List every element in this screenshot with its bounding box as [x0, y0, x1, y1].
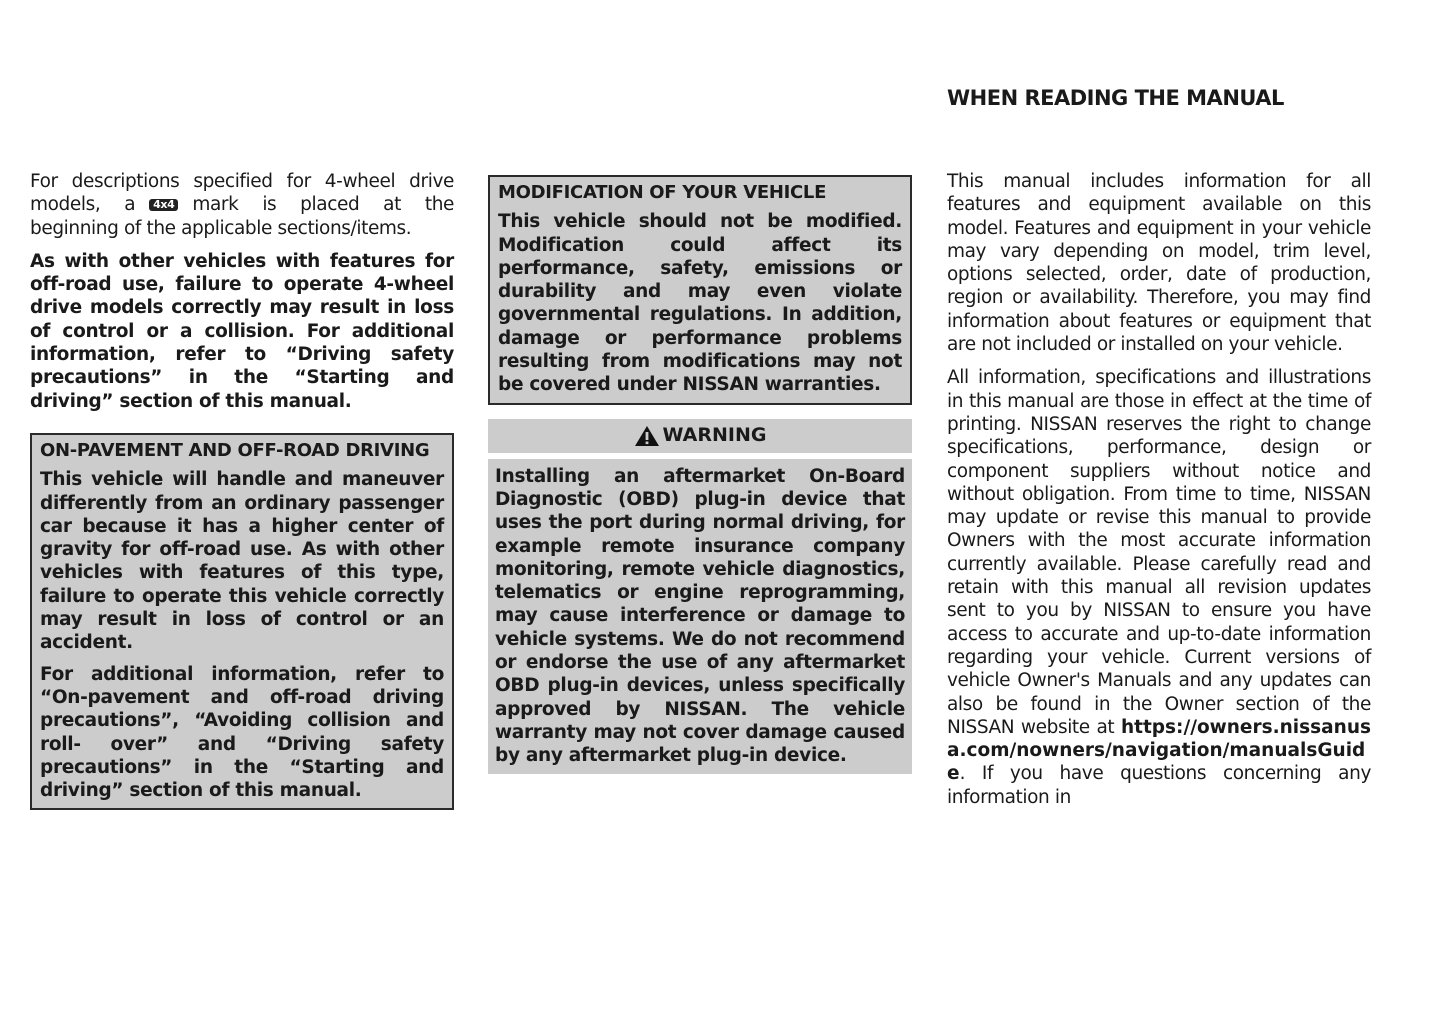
right-paragraph-2 [947, 366, 1371, 809]
warning-header [488, 419, 912, 453]
right-paragraph-1: This manual includes information for all features and equipment available on this model. Features and equipment in your vehicle may vary depending on model, trim level, options selected, order, date of production, region or availability. Therefore, you may find information about features or equipment that are not included or installed on your vehicle. [947, 171, 1371, 356]
4x4-mark-icon: 4x4 [149, 199, 178, 211]
right-column [947, 170, 1371, 819]
intro-text-end: mark is placed at the beginning of the applicable sections/items. [30, 194, 455, 239]
warning-body: Installing an aftermarket On-Board Diagnostic (OBD) plug-in device that uses the port during normal driving, for example remote insurance company monitoring, remote vehicle diagnostics, telematics or engine reprogramming, may cause interference or damage to vehicle systems. We do not recommend or endorse the use of any aftermarket OBD plug-in devices, unless specifically approved by NISSAN. The vehicle warranty may not cover damage caused by any aftermarket plug-in device. [488, 459, 912, 774]
middle-column [488, 175, 912, 774]
page-header: WHEN READING THE MANUAL [947, 86, 1284, 110]
intro-paragraph [30, 170, 454, 240]
off-road-box [30, 433, 454, 810]
off-road-box-title: ON-PAVEMENT AND OFF-ROAD DRIVING [40, 439, 430, 461]
warning-title: WARNING [662, 424, 767, 447]
owners-manual-link[interactable]: https://owners.nissanusa.com/nowners/navigation/manualsGuide [947, 716, 1372, 785]
warning-triangle-icon [634, 425, 660, 447]
modification-title: MODIFICATION OF YOUR VEHICLE [498, 182, 827, 203]
right-paragraph-2-text: All information, specifications and illustrations in this manual are those in effect at the time of printing. NISSAN reserves the right to change specifications, performance, design or component suppliers without notice and without obligation. From time to time, NISSAN may update or revise this manual to provide Owners with the most accurate information currently available. Please carefully read and retain with this manual all revision updates sent to you by NISSAN to ensure you have access to accurate and up-to-date information regarding your vehicle. Current versions of vehicle Owner's Manuals and any updates can also be found in the Owner section of the NISSAN website at [947, 367, 1371, 738]
modification-box [488, 175, 912, 405]
modification-body: This vehicle should not be modified. Modification could affect its performance, safety, emissions or durability and may even violate governmental regulations. In addition, damage or performance problems resulting from modifications may not be covered under NISSAN warranties. [498, 211, 902, 396]
intro-text: For descriptions specified for 4-wheel drive models, a [30, 171, 454, 216]
off-road-box-p2: For additional information, refer to “On-pavement and off-road driving precautions”, “Avoiding collision and roll- over” and “Driving safety precautions” in the “Starting and driving” section of this manual. [40, 663, 444, 802]
right-paragraph-2-end: . If you have questions concerning any information in [947, 763, 1371, 808]
caution-paragraph: As with other vehicles with features for off-road use, failure to operate 4-wheel drive models correctly may result in loss of control or a collision. For additional information, refer to “Driving safety precautions” in the “Starting and driving” section of this manual. [30, 250, 454, 412]
off-road-box-p1: This vehicle will handle and maneuver differently from an ordinary passenger car because it has a higher center of gravity for off-road use. As with other vehicles with features of this type, failure to operate this vehicle correctly may result in loss of control or an accident. [40, 469, 444, 654]
left-column [30, 170, 454, 810]
